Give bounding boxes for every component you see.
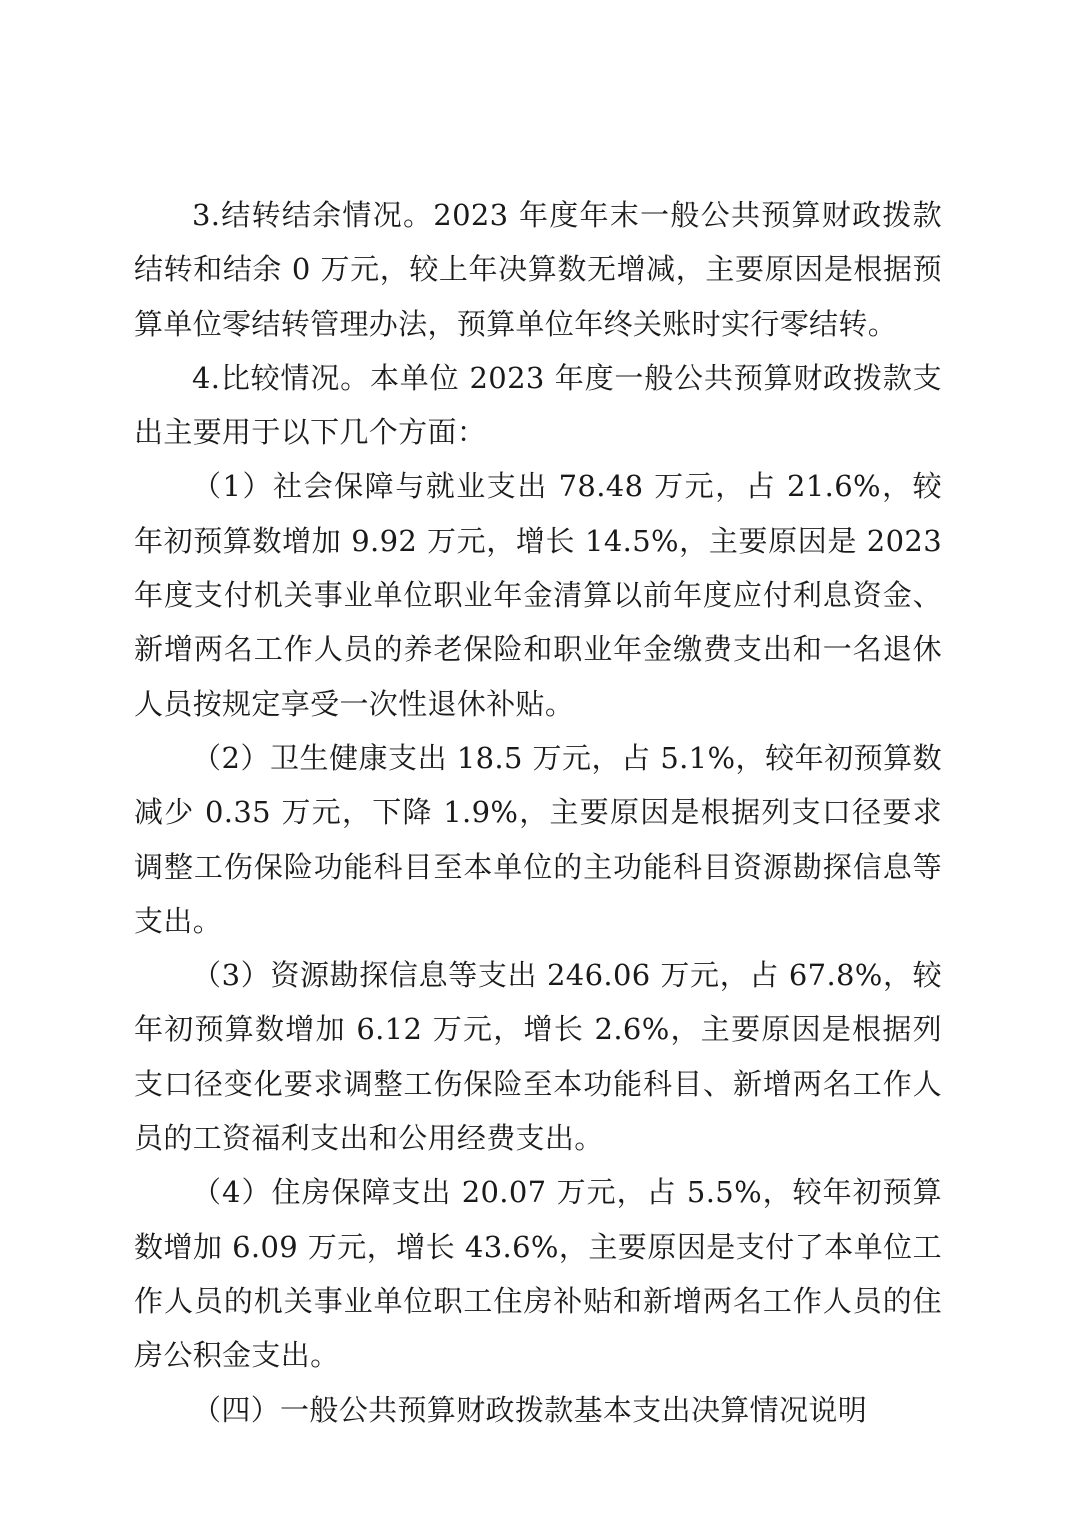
paragraph-comparison-intro: 4.比较情况。本单位 2023 年度一般公共预算财政拨款支出主要用于以下几个方面： bbox=[134, 360, 942, 450]
paragraph-resource-exploration: （3）资源勘探信息等支出 246.06 万元，占 67.8%，较年初预算数增加 6.12 万元，增长 2.6%，主要原因是根据列支口径变化要求调整工伤保险至本功能科目、新增两名工作人员的工资福利支出和公用经费支出。 bbox=[134, 958, 942, 1156]
paragraph-carryover-balance: 3.结转结余情况。2023 年度年末一般公共预算财政拨款结转和结余 0 万元，较上年决算数无增减，主要原因是根据预算单位零结转管理办法，预算单位年终关账时实行零结转。 bbox=[134, 198, 942, 341]
document-body bbox=[134, 188, 942, 1437]
paragraph-health: （2）卫生健康支出 18.5 万元，占 5.1%，较年初预算数减少 0.35 万元，下降 1.9%，主要原因是根据列支口径要求调整工伤保险功能科目至本单位的主功能科目资源勘探信息等支出。 bbox=[134, 740, 942, 938]
paragraph-housing: （4）住房保障支出 20.07 万元，占 5.5%，较年初预算数增加 6.09 万元，增长 43.6%，主要原因是支付了本单位工作人员的机关事业单位职工住房补贴和新增两名工作人员的住房公积金支出。 bbox=[134, 1175, 942, 1373]
paragraph-social-security: （1）社会保障与就业支出 78.48 万元，占 21.6%，较年初预算数增加 9.92 万元，增长 14.5%，主要原因是 2023 年度支付机关事业单位职业年金清算以前年度应付利息资金、新增两名工作人员的养老保险和职业年金缴费支出和一名退休人员按规定享受一次性退休补贴。 bbox=[134, 469, 942, 721]
section-heading: （四）一般公共预算财政拨款基本支出决算情况说明 bbox=[192, 1392, 868, 1427]
